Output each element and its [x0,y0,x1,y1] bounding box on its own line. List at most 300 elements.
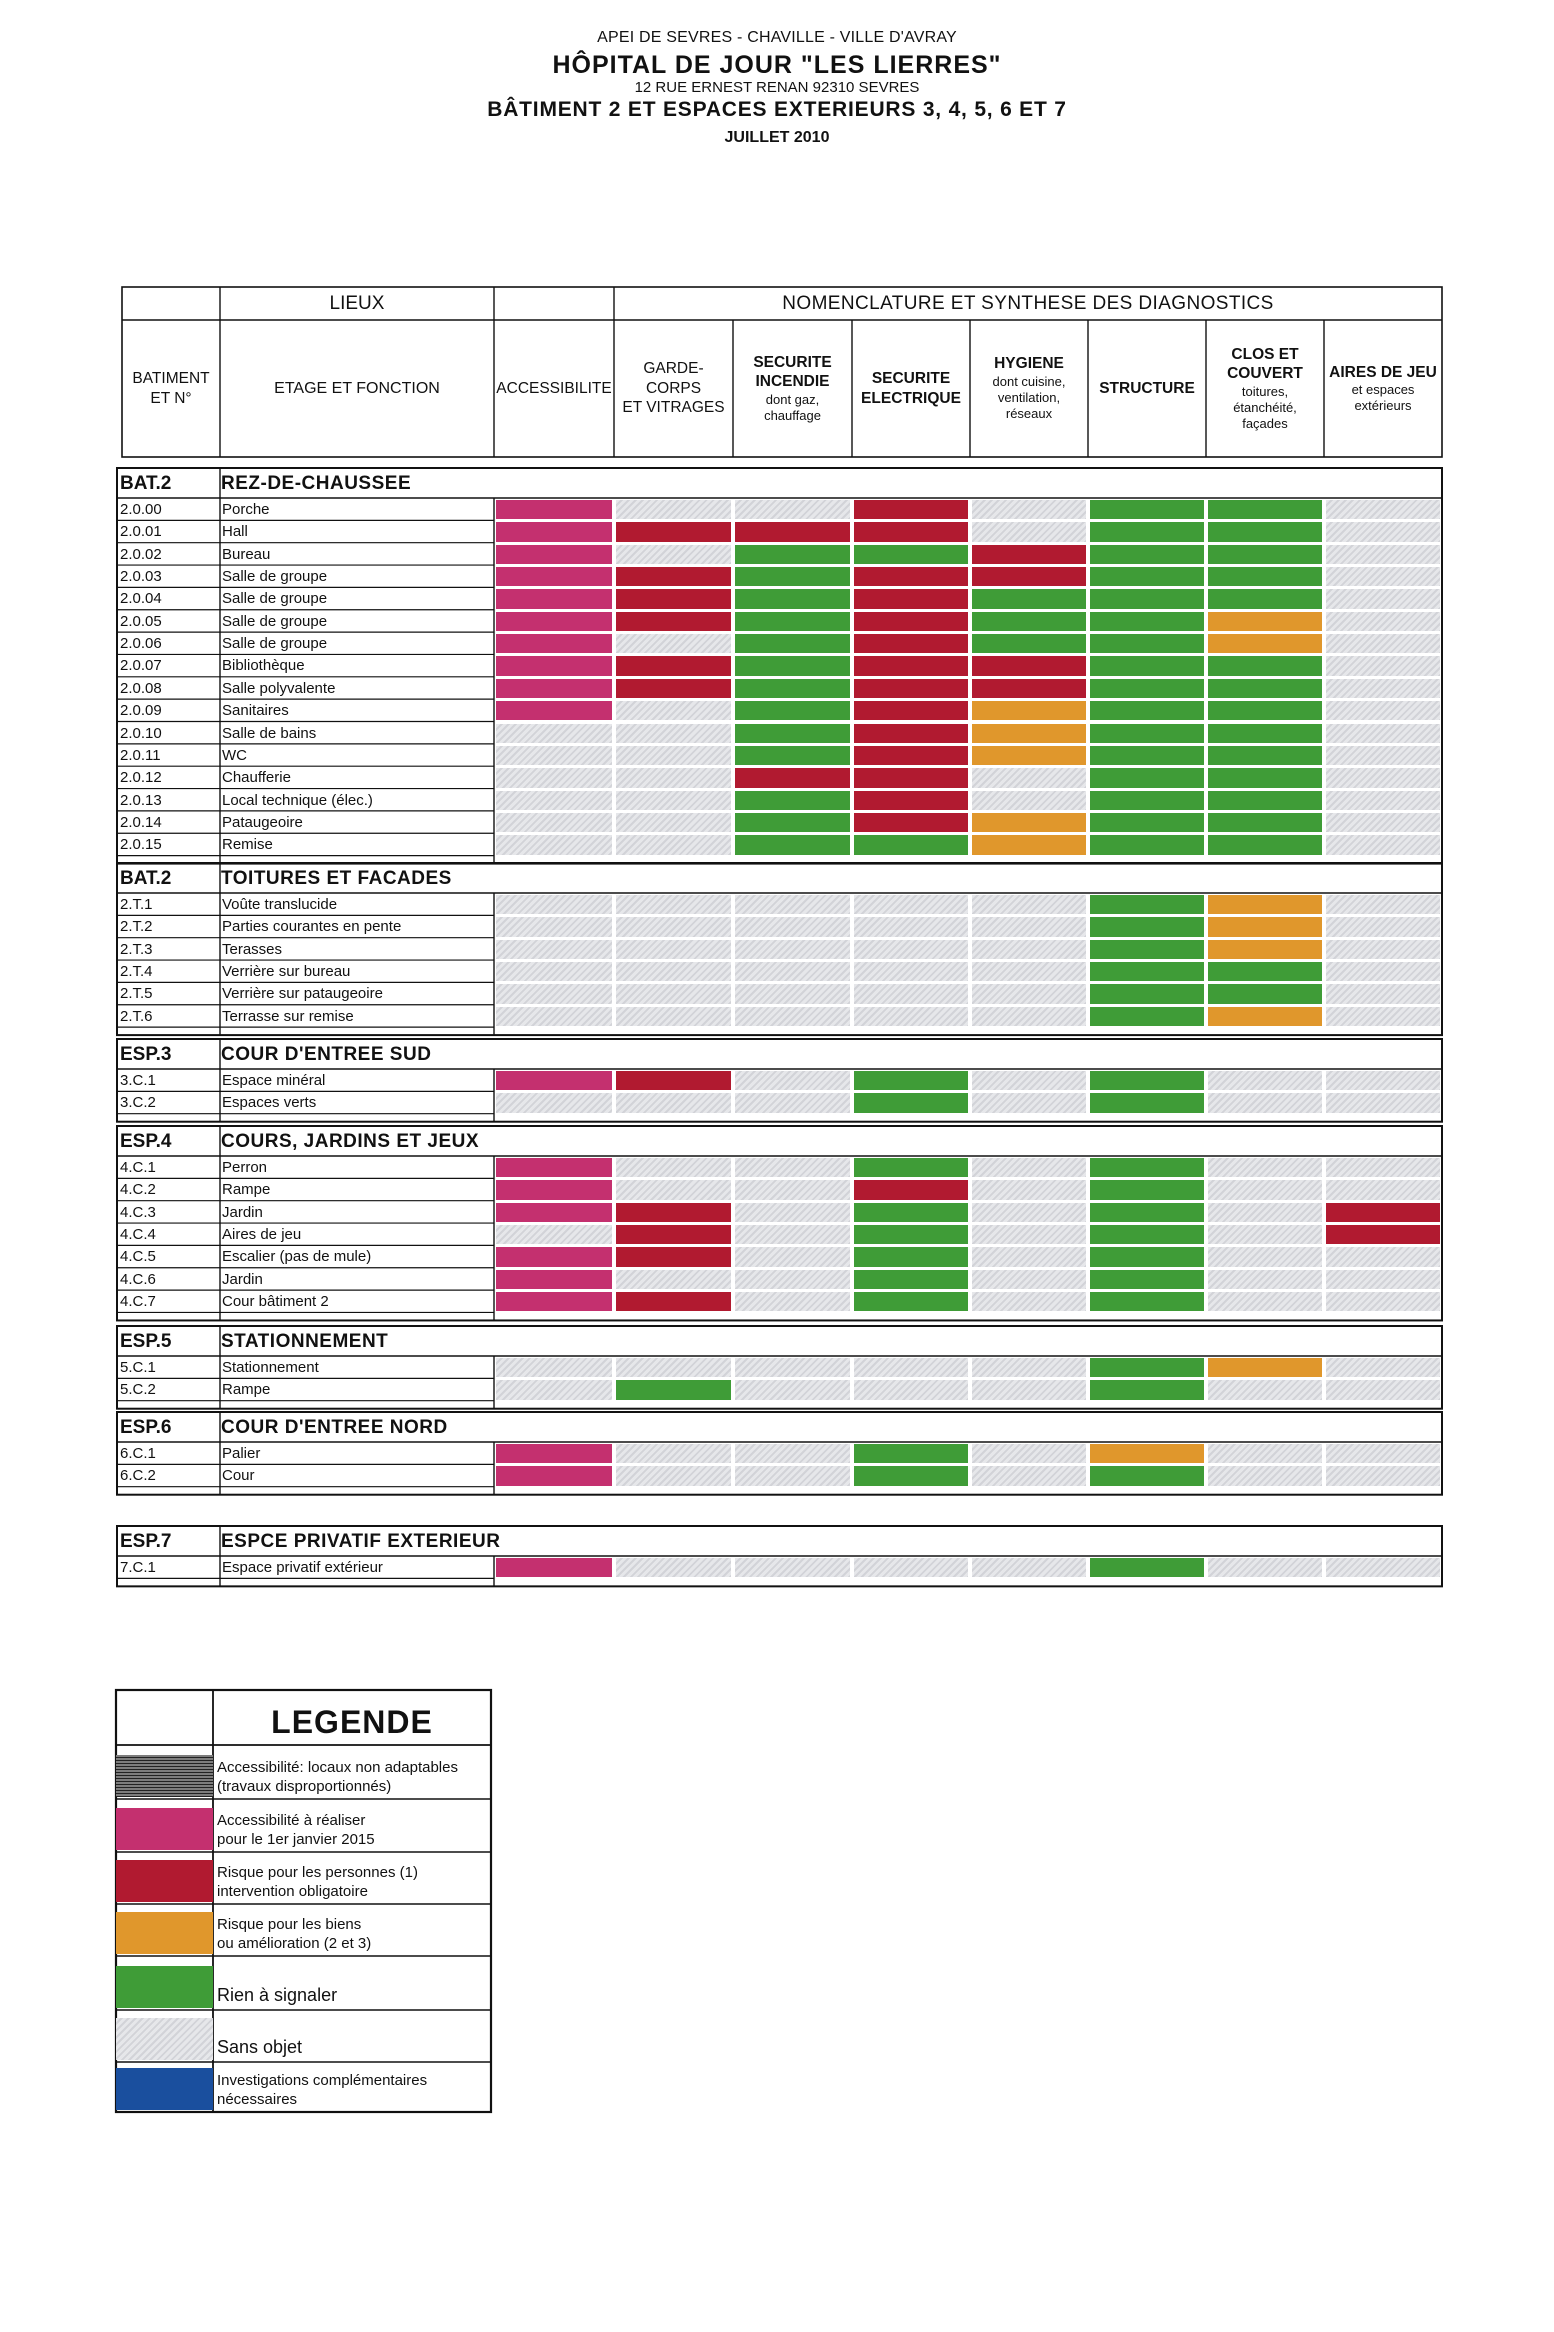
status-cell-red [854,634,968,653]
status-cell-orange [1208,634,1322,653]
status-cell-grey [616,1270,731,1289]
legend-text-line: pour le 1er janvier 2015 [217,1830,375,1848]
column-header-7 [1324,320,1442,457]
status-cell-grey [972,522,1086,541]
status-cell-pink [496,1247,612,1266]
status-cell-pink [496,1180,612,1199]
column-header-subtitle: extérieurs [1354,398,1412,414]
column-header-3 [852,320,970,457]
status-cell-grey [972,1358,1086,1377]
row-code: 3.C.2 [120,1095,156,1112]
column-header-subtitle: réseaux [1005,406,1053,422]
status-cell-red [616,1292,731,1311]
status-cell-red [854,679,968,698]
status-cell-green [1090,1225,1204,1244]
row-label: Palier [222,1446,261,1462]
status-cell-grey [1326,724,1440,743]
batiment-header-line: ET N° [150,389,192,407]
column-header-title: CORPS [645,379,702,397]
row-code: 2.0.00 [120,502,162,518]
status-cell-grey [972,1247,1086,1266]
status-cell-green [1090,1558,1204,1577]
status-cell-grey [616,1158,731,1177]
status-cell-grey [1208,1158,1322,1177]
status-cell-grey [1208,1270,1322,1289]
status-cell-grey [972,1180,1086,1199]
status-cell-grey [496,917,612,936]
status-cell-grey [735,500,850,519]
status-cell-grey [616,545,731,564]
status-cell-grey [496,813,612,832]
status-cell-green [735,545,850,564]
column-header-subtitle: chauffage [764,407,821,423]
status-cell-green [1090,1071,1204,1090]
status-cell-grey [496,791,612,810]
legend-text-line: Accessibilité à réaliser [217,1812,366,1829]
column-header-subtitle: dont cuisine, [992,373,1066,389]
status-cell-red [972,545,1086,564]
status-cell-orange [1208,1007,1322,1026]
etage-fonction-header: ETAGE ET FONCTION [274,379,440,397]
row-code: 5.C.1 [120,1360,156,1376]
row-label: Escalier (pas de mule) [222,1249,372,1266]
status-cell-grey [854,1380,968,1399]
legend-text [217,1759,487,1797]
status-cell-green [1208,746,1322,765]
status-cell-pink [496,1292,612,1311]
section-code: ESP.6 [120,1418,172,1438]
status-cell-red [854,567,968,586]
status-cell-grey [972,1093,1086,1112]
column-header-2 [733,320,852,457]
status-cell-green [1090,612,1204,631]
legend-text-line: Accessibilité: locaux non adaptables [217,1759,458,1776]
column-header-subtitle: façades [1242,416,1288,431]
status-cell-green [1090,522,1204,541]
section-name: COUR D'ENTREE NORD [221,1418,448,1438]
status-cell-green [1090,701,1204,720]
status-cell-grey [1326,835,1440,854]
status-cell-red [854,746,968,765]
status-cell-grey [496,940,612,959]
legend-swatch-blue [116,2068,213,2110]
status-cell-grey [496,1225,612,1244]
status-cell-grey [1326,1380,1440,1399]
column-header-6 [1206,320,1324,457]
status-cell-green [1208,567,1322,586]
status-cell-grey [616,1358,731,1377]
status-cell-orange [972,813,1086,832]
status-cell-green [735,746,850,765]
status-cell-grey [1208,1558,1322,1577]
status-cell-grey [496,835,612,854]
status-cell-grey [1326,1247,1440,1266]
status-cell-grey [616,1180,731,1199]
status-cell-grey [496,984,612,1003]
status-cell-grey [1326,813,1440,832]
status-cell-red [972,679,1086,698]
batiment-header [122,320,220,457]
status-cell-grey [735,1071,850,1090]
row-label: Parties courantes en pente [222,919,402,936]
status-cell-pink [496,1203,612,1222]
row-label: Bureau [222,546,271,563]
status-cell-grey [616,895,731,914]
row-code: 2.0.12 [120,770,162,787]
status-cell-pink [496,1270,612,1289]
status-cell-grey [1326,1292,1440,1311]
status-cell-grey [1326,1007,1440,1026]
row-code: 4.C.4 [120,1227,156,1244]
row-code: 2.T.5 [120,986,153,1003]
legend-text [217,1864,487,1902]
status-cell-green [616,1380,731,1399]
status-cell-green [1208,835,1322,854]
status-cell-green [1090,724,1204,743]
status-cell-red [854,500,968,519]
status-cell-grey [1208,1180,1322,1199]
status-cell-grey [972,1292,1086,1311]
row-label: Terasses [222,941,283,958]
status-cell-grey [854,1558,968,1577]
nomenclature-header: NOMENCLATURE ET SYNTHESE DES DIAGNOSTICS [782,292,1274,314]
batiment-header-line: BATIMENT [132,370,210,388]
row-label: Jardin [222,1204,263,1221]
status-cell-grey [1326,1093,1440,1112]
status-cell-pink [496,1444,612,1463]
legend-title: LEGENDE [271,1704,433,1740]
status-cell-grey [1326,940,1440,959]
status-cell-green [1090,1180,1204,1199]
status-cell-grey [972,791,1086,810]
status-cell-green [1090,813,1204,832]
row-label: Hall [222,524,248,541]
status-cell-pink [496,589,612,608]
row-code: 4.C.6 [120,1271,156,1288]
status-cell-grey [972,1444,1086,1463]
status-cell-green [1090,567,1204,586]
section-code: BAT.2 [120,869,172,889]
row-code: 4.C.2 [120,1182,156,1199]
status-cell-grey [1326,545,1440,564]
status-cell-orange [1090,1444,1204,1463]
status-cell-grey [1326,962,1440,981]
column-header-title: GARDE- [643,360,704,378]
status-cell-green [1090,1380,1204,1399]
status-cell-green [1090,1007,1204,1026]
status-cell-green [1208,768,1322,787]
status-cell-grey [1326,1558,1440,1577]
status-cell-pink [496,522,612,541]
status-cell-red [616,1225,731,1244]
status-cell-grey [1208,1380,1322,1399]
status-cell-grey [735,1180,850,1199]
status-cell-grey [972,500,1086,519]
status-cell-pink [496,634,612,653]
column-header-0 [494,320,614,457]
row-code: 2.0.08 [120,680,162,697]
row-label: Porche [222,502,270,518]
status-cell-grey [972,1071,1086,1090]
status-cell-green [1208,791,1322,810]
row-label: Espaces verts [222,1095,317,1112]
status-cell-grey [1326,500,1440,519]
status-cell-orange [1208,1358,1322,1377]
column-header-title: ACCESSIBILITE [496,379,612,397]
status-cell-green [1090,656,1204,675]
status-cell-green [1090,1247,1204,1266]
row-code: 2.0.03 [120,569,162,586]
row-code: 2.0.14 [120,814,162,831]
status-cell-grey [854,962,968,981]
row-code: 6.C.1 [120,1446,156,1462]
status-cell-grey [972,962,1086,981]
row-code: 3.C.1 [120,1073,156,1089]
status-cell-grey [1326,984,1440,1003]
column-header-title: ELECTRIQUE [861,389,961,407]
legend-swatch-grey [116,2018,213,2060]
legend-swatch-orange [116,1912,213,1954]
row-code: 5.C.2 [120,1382,156,1399]
status-cell-orange [972,835,1086,854]
status-cell-red [854,724,968,743]
status-cell-grey [735,1466,850,1485]
status-cell-grey [972,1466,1086,1485]
status-cell-red [854,701,968,720]
row-label: Cour bâtiment 2 [222,1294,329,1311]
section-code: ESP.3 [120,1045,172,1065]
legend-swatch-hatch [116,1755,213,1797]
status-cell-green [1208,589,1322,608]
row-code: 2.0.13 [120,792,162,809]
status-cell-pink [496,545,612,564]
row-label: Rampe [222,1182,271,1199]
status-cell-grey [1326,656,1440,675]
column-header-title: ET VITRAGES [622,399,725,417]
status-cell-green [1090,746,1204,765]
row-code: 4.C.1 [120,1160,156,1176]
status-cell-grey [616,701,731,720]
status-cell-grey [616,940,731,959]
row-code: 2.T.6 [120,1008,153,1025]
row-label: Terrasse sur remise [222,1008,354,1025]
status-cell-grey [616,1007,731,1026]
date: JUILLET 2010 [724,129,830,146]
status-cell-green [1090,1358,1204,1377]
status-cell-grey [972,1007,1086,1026]
status-cell-grey [1326,1444,1440,1463]
status-cell-grey [616,791,731,810]
row-label: Remise [222,837,273,854]
status-cell-green [854,545,968,564]
status-cell-grey [735,984,850,1003]
status-cell-pink [496,701,612,720]
status-cell-red [616,612,731,631]
row-code: 2.0.05 [120,613,162,630]
status-cell-grey [972,1158,1086,1177]
status-cell-pink [496,567,612,586]
column-header-subtitle: étanchéité, [1233,399,1297,415]
status-cell-green [1090,962,1204,981]
status-cell-green [1090,791,1204,810]
status-cell-green [1090,1158,1204,1177]
status-cell-green [735,813,850,832]
status-cell-red [972,567,1086,586]
status-cell-grey [1326,1180,1440,1199]
column-header-5 [1088,320,1206,457]
row-code: 2.T.1 [120,897,153,913]
status-cell-orange [1208,612,1322,631]
status-cell-green [972,634,1086,653]
row-code: 2.0.15 [120,837,162,854]
status-cell-grey [616,984,731,1003]
status-cell-pink [496,1558,612,1577]
row-label: Verrière sur pataugeoire [222,986,383,1003]
status-cell-grey [972,1270,1086,1289]
status-cell-green [854,1093,968,1112]
status-cell-red [854,1180,968,1199]
row-code: 4.C.3 [120,1204,156,1221]
column-header-title: INCENDIE [755,373,830,391]
row-code: 2.0.01 [120,524,162,541]
status-cell-grey [972,895,1086,914]
status-cell-grey [1326,612,1440,631]
status-cell-green [854,835,968,854]
legend-text [217,2036,487,2059]
row-code: 2.T.4 [120,964,153,981]
status-cell-orange [1208,940,1322,959]
status-cell-green [735,567,850,586]
header-line-1: APEI DE SEVRES - CHAVILLE - VILLE D'AVRAY [597,29,957,46]
status-cell-grey [1326,567,1440,586]
status-cell-green [735,791,850,810]
status-cell-grey [616,746,731,765]
status-cell-green [854,1292,968,1311]
status-cell-green [1090,984,1204,1003]
status-cell-pink [496,1071,612,1090]
status-cell-green [1090,589,1204,608]
legend-swatch-pink [116,1808,213,1850]
row-code: 2.T.2 [120,919,153,936]
status-cell-green [854,1071,968,1090]
status-cell-green [854,1203,968,1222]
row-label: Voûte translucide [222,897,338,913]
status-cell-grey [616,835,731,854]
status-cell-grey [735,1292,850,1311]
status-cell-green [735,701,850,720]
status-cell-green [1090,768,1204,787]
status-cell-green [1090,1203,1204,1222]
status-cell-grey [735,940,850,959]
status-cell-green [854,1225,968,1244]
status-cell-grey [1326,1270,1440,1289]
legend-text [217,1916,487,1954]
row-label: Pataugeoire [222,814,303,831]
legend-swatch-red [116,1860,213,1902]
row-code: 2.0.10 [120,725,162,742]
status-cell-grey [854,1358,968,1377]
row-label: Salle de groupe [222,591,328,608]
row-code: 2.0.11 [120,747,161,764]
status-cell-grey [496,768,612,787]
section-code: BAT.2 [120,474,172,494]
status-cell-red [854,656,968,675]
status-cell-green [1090,835,1204,854]
row-label: WC [222,747,247,764]
section-name: TOITURES ET FACADES [221,869,452,889]
row-label: Bibliothèque [222,658,305,675]
status-cell-grey [616,1444,731,1463]
row-label: Cour [222,1468,255,1485]
section-name: ESPCE PRIVATIF EXTERIEUR [221,1532,501,1552]
status-cell-grey [972,940,1086,959]
status-cell-grey [735,1225,850,1244]
status-cell-grey [616,1093,731,1112]
status-cell-grey [496,895,612,914]
status-cell-red [616,567,731,586]
row-label: Espace privatif extérieur [222,1560,383,1576]
status-cell-grey [972,917,1086,936]
status-cell-orange [972,724,1086,743]
status-cell-grey [972,1225,1086,1244]
status-cell-grey [616,634,731,653]
status-cell-orange [1208,895,1322,914]
status-cell-grey [735,1093,850,1112]
column-header-title: SECURITE [871,370,951,388]
status-cell-red [616,1071,731,1090]
status-cell-grey [1208,1444,1322,1463]
section-code: ESP.5 [120,1332,172,1352]
status-cell-grey [1326,1071,1440,1090]
legend-text-line: Rien à signaler [217,1985,338,2005]
row-code: 4.C.5 [120,1249,156,1266]
row-label: Salle de bains [222,725,317,742]
status-cell-green [1208,701,1322,720]
section-name: COURS, JARDINS ET JEUX [221,1132,480,1152]
status-cell-grey [854,1007,968,1026]
row-label: Salle de groupe [222,636,328,653]
row-code: 2.0.04 [120,591,162,608]
status-cell-green [854,1247,968,1266]
status-cell-grey [496,962,612,981]
row-label: Salle polyvalente [222,680,336,697]
status-cell-green [854,1444,968,1463]
legend-text-line: Risque pour les biens [217,1916,362,1933]
status-cell-green [1090,1093,1204,1112]
status-cell-red [616,589,731,608]
status-cell-green [854,1270,968,1289]
status-cell-grey [735,917,850,936]
status-cell-grey [616,768,731,787]
status-cell-green [1090,679,1204,698]
row-label: Local technique (élec.) [222,792,373,809]
status-cell-grey [1208,1225,1322,1244]
status-cell-grey [1208,1247,1322,1266]
status-cell-green [1090,1270,1204,1289]
legend-text [217,1812,487,1850]
document-title: HÔPITAL DE JOUR "LES LIERRES" [552,51,1002,79]
column-header-4 [970,320,1088,457]
column-header-title: CLOS ET [1231,345,1299,363]
status-cell-grey [616,500,731,519]
status-cell-red [854,813,968,832]
column-header-subtitle: toitures, [1241,383,1289,399]
building-title: BÂTIMENT 2 ET ESPACES EXTERIEURS 3, 4, 5, 6 ET 7 [487,98,1067,121]
status-cell-grey [1326,589,1440,608]
status-cell-grey [972,768,1086,787]
status-cell-green [735,835,850,854]
status-cell-green [1208,724,1322,743]
